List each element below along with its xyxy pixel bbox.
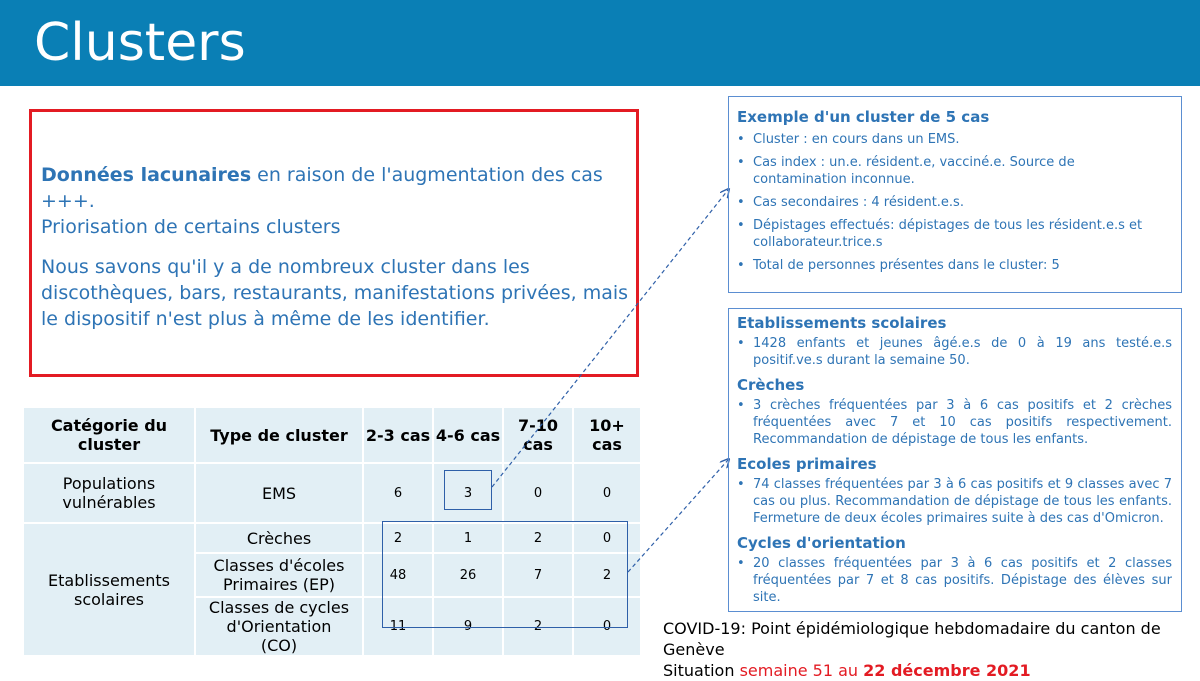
section-title-cycles: Cycles d'orientation xyxy=(737,534,906,552)
list-item xyxy=(737,154,1172,188)
section-title-creches: Crèches xyxy=(737,376,805,394)
cell-value: 2 xyxy=(503,523,573,553)
header-category: Catégorie du cluster xyxy=(23,407,195,463)
example-panel-title: Exemple d'un cluster de 5 cas xyxy=(737,108,990,126)
notice-line1-rest: en raison de l'augmentation des cas +++. xyxy=(41,164,603,212)
list-item xyxy=(737,194,1172,211)
list-item-text: 1428 enfants et jeunes âgé.e.s de 0 à 19 ans testé.e.s positif.ve.s durant la semaine 50. xyxy=(753,336,1172,368)
row-type: Classes de cycles d'Orientation (CO) xyxy=(195,597,363,656)
section-list xyxy=(737,555,1172,606)
cell-value: 2 xyxy=(503,597,573,656)
list-item xyxy=(737,217,1172,251)
page-title: Clusters xyxy=(34,13,246,73)
cell-value: 0 xyxy=(573,463,641,523)
list-item xyxy=(737,335,1172,369)
bullet-icon: • xyxy=(737,258,745,273)
bullet-icon: • xyxy=(737,477,745,492)
example-cluster-panel xyxy=(728,96,1182,293)
cell-value: 2 xyxy=(363,523,433,553)
arrow-to-example xyxy=(492,190,728,487)
section-list xyxy=(737,397,1172,448)
cell-value: 6 xyxy=(363,463,433,523)
list-item-text: Dépistages effectués: dépistages de tous les résident.e.s et collaborateur.trice.s xyxy=(753,218,1143,250)
list-item-text: 74 classes fréquentées par 3 à 6 cas positifs et 9 classes avec 7 cas ou plus. Recommandation de dépistage de tous les enfants. Fermeture de deux écoles primaires suite à des cas d'Omicron. xyxy=(753,477,1172,526)
footer-line-1: COVID-19: Point épidémiologique hebdomadaire du canton de Genève xyxy=(663,619,1161,659)
section-list xyxy=(737,335,1172,369)
list-item xyxy=(737,131,1172,148)
list-item xyxy=(737,397,1172,448)
list-item-text: Total de personnes présentes dans le cluster: 5 xyxy=(753,258,1060,273)
bullet-icon: • xyxy=(737,218,745,233)
bullet-icon: • xyxy=(737,556,745,571)
header-7-10: 7-10 cas xyxy=(503,407,573,463)
bullet-icon: • xyxy=(737,132,745,147)
schools-panel xyxy=(728,308,1182,612)
row-category: Populations vulnérables xyxy=(23,463,195,523)
list-item-text: Cas index : un.e. résident.e, vacciné.e. Source de contamination inconnue. xyxy=(753,155,1075,187)
section-list xyxy=(737,476,1172,527)
cell-value: 2 xyxy=(573,553,641,597)
footer-line-2 xyxy=(663,660,1200,681)
footer-week xyxy=(740,661,1031,680)
cell-value: 9 xyxy=(433,597,503,656)
cell-value: 0 xyxy=(573,597,641,656)
list-item-text: Cas secondaires : 4 résident.e.s. xyxy=(753,195,964,210)
example-list xyxy=(737,131,1172,274)
list-item-text: 20 classes fréquentées par 3 à 6 cas positifs et 2 classes fréquentées par 7 et 8 cas positifs. Dépistage des élèves sur site. xyxy=(753,556,1172,605)
row-type: Crèches xyxy=(195,523,363,553)
list-item xyxy=(737,257,1172,274)
list-item-text: Cluster : en cours dans un EMS. xyxy=(753,132,960,147)
cell-value: 0 xyxy=(503,463,573,523)
cell-value: 3 xyxy=(433,463,503,523)
notice-bold-lead: Données lacunaires xyxy=(41,164,252,186)
row-category: Etablissements scolaires xyxy=(23,523,195,656)
list-item-text: 3 crèches fréquentées par 3 à 6 cas positifs et 2 crèches fréquentées avec 7 et 10 cas positifs respectivement. Recommandation de dépistage de tous les enfants. xyxy=(753,398,1172,447)
header-type: Type de cluster xyxy=(195,407,363,463)
arrow-to-schools xyxy=(628,460,728,572)
section-title-etablissements: Etablissements scolaires xyxy=(737,314,947,332)
header-10-plus: 10+ cas xyxy=(573,407,641,463)
header-2-3: 2-3 cas xyxy=(363,407,433,463)
header-4-6: 4-6 cas xyxy=(433,407,503,463)
notice-paragraph-2: Nous savons qu'il y a de nombreux cluster dans les discothèques, bars, restaurants, manifestations privées, mais le dispositif n'est plus à même de les identifier. xyxy=(41,256,629,330)
cell-value: 0 xyxy=(573,523,641,553)
cell-value: 1 xyxy=(433,523,503,553)
bullet-icon: • xyxy=(737,195,745,210)
bullet-icon: • xyxy=(737,398,745,413)
footer-week-text: semaine 51 au xyxy=(739,661,864,680)
cell-value: 7 xyxy=(503,553,573,597)
list-item xyxy=(737,476,1172,527)
cell-value: 11 xyxy=(363,597,433,656)
row-type: Classes d'écoles Primaires (EP) xyxy=(195,553,363,597)
list-item xyxy=(737,555,1172,606)
row-type: EMS xyxy=(195,463,363,523)
bullet-icon: • xyxy=(737,155,745,170)
bullet-icon: • xyxy=(737,336,745,351)
cell-value: 48 xyxy=(363,553,433,597)
footer-date: 22 décembre 2021 xyxy=(863,661,1031,680)
footer-prefix: Situation xyxy=(663,661,740,680)
section-title-ecoles-primaires: Ecoles primaires xyxy=(737,455,877,473)
notice-line2: Priorisation de certains clusters xyxy=(41,216,341,238)
cell-value: 26 xyxy=(433,553,503,597)
